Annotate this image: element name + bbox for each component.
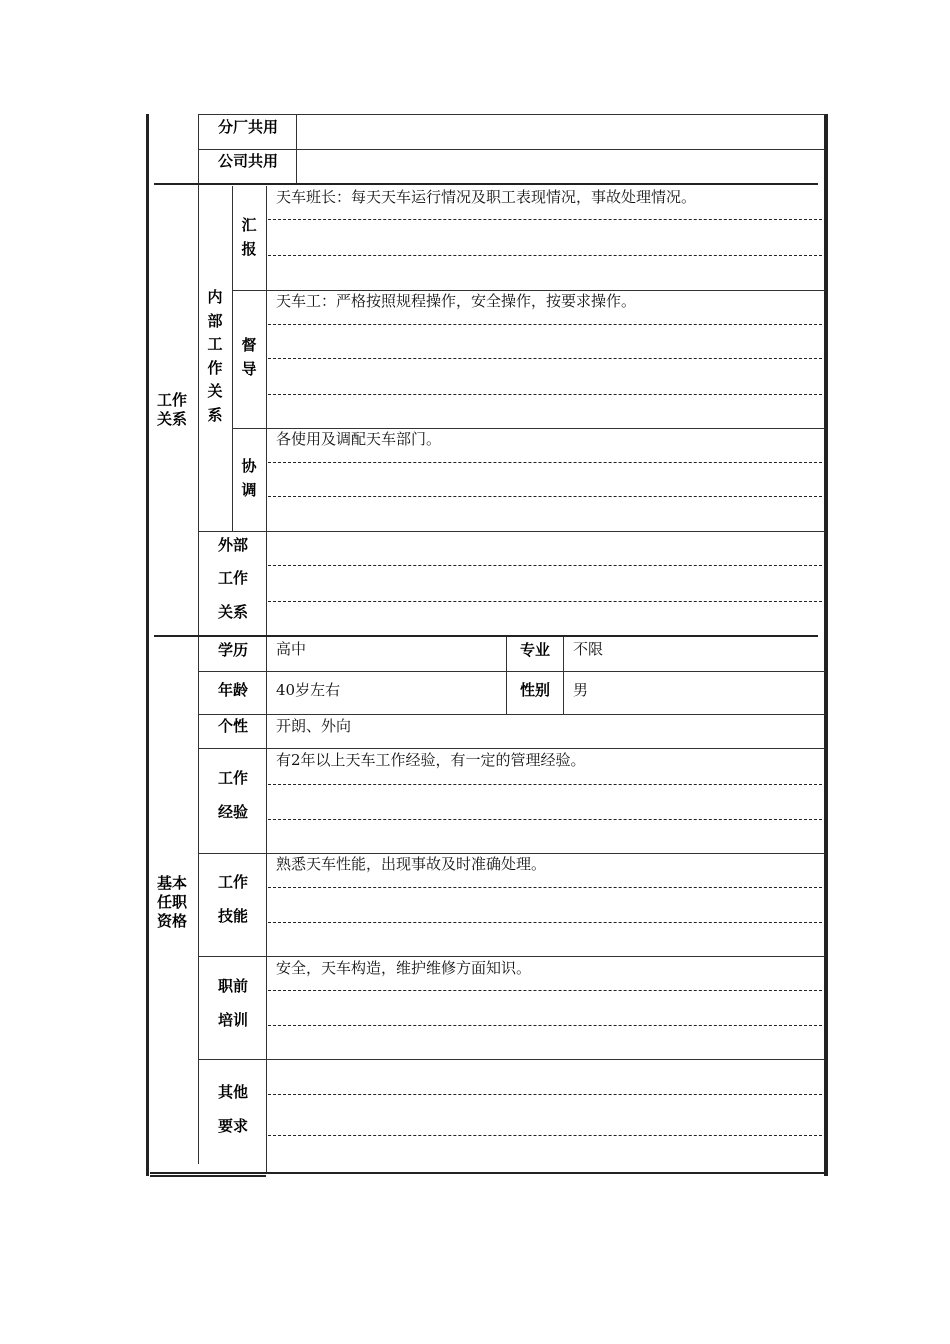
row-line [199, 714, 825, 715]
skills-text: 熟悉天车性能，出现事故及时准确处理。 [276, 855, 547, 873]
bottom-border [150, 1172, 827, 1174]
top-border [199, 114, 825, 115]
section-divider-2 [154, 635, 818, 637]
gender-label: 性别 [519, 681, 550, 699]
work-relations-section-label: 工作关系 [156, 391, 187, 428]
other-label-line1: 其他 [217, 1083, 248, 1101]
dashed-line [268, 219, 822, 220]
company-use-label: 公司共用 [217, 152, 278, 170]
qualifications-section-label: 基本任职资格 [156, 874, 187, 930]
experience-text: 有2年以上天车工作经验，有一定的管理经验。 [276, 751, 586, 769]
left-border [146, 114, 149, 1176]
skills-label-line2: 技能 [217, 907, 248, 925]
row-line [199, 149, 825, 150]
training-label-line2: 培训 [217, 1011, 248, 1029]
dashed-line [268, 819, 822, 820]
row-line [233, 290, 825, 291]
dashed-line [268, 1094, 822, 1095]
dashed-line [268, 922, 822, 923]
personality-value: 开朗、外向 [276, 717, 352, 735]
dashed-line [268, 324, 822, 325]
row-line [199, 531, 825, 532]
row-line [199, 671, 825, 672]
dashed-line [268, 1135, 822, 1136]
dashed-line [268, 565, 822, 566]
section-divider-1 [154, 183, 818, 185]
dashed-line [268, 462, 822, 463]
age-value: 40岁左右 [276, 681, 341, 699]
external-relations-label-line1: 外部 [217, 536, 248, 554]
external-relations-label-line3: 关系 [217, 603, 248, 621]
supervise-text: 天车工：严格按照规程操作，安全操作，按要求操作。 [276, 292, 637, 310]
row-line [199, 1059, 825, 1060]
personality-label: 个性 [217, 717, 248, 735]
dashed-line [268, 358, 822, 359]
column-divider-inner [232, 186, 233, 531]
age-label: 年龄 [217, 681, 248, 699]
training-text: 安全，天车构造，维护维修方面知识。 [276, 959, 532, 977]
dashed-line [268, 887, 822, 888]
row-line [199, 853, 825, 854]
bottom-shadow [150, 1175, 266, 1177]
row-line [199, 956, 825, 957]
report-label: 汇报 [241, 216, 257, 258]
column-divider-1 [198, 114, 199, 1164]
row-line [199, 748, 825, 749]
dashed-line [268, 255, 822, 256]
gender-value: 男 [573, 681, 589, 699]
education-value: 高中 [276, 640, 307, 658]
major-value: 不限 [573, 640, 604, 658]
experience-label-line2: 经验 [217, 803, 248, 821]
education-label: 学历 [217, 641, 248, 659]
other-label-line2: 要求 [217, 1117, 248, 1135]
dashed-line [268, 496, 822, 497]
coordinate-label: 协调 [241, 457, 257, 499]
external-relations-label-line2: 工作 [217, 569, 248, 587]
training-label-line1: 职前 [217, 977, 248, 995]
supervise-label: 督导 [241, 336, 257, 378]
report-text: 天车班长：每天天车运行情况及职工表现情况，事故处理情况。 [276, 188, 697, 206]
dashed-line [268, 784, 822, 785]
column-divider-value [563, 637, 564, 715]
column-divider-2 [266, 186, 267, 1172]
dashed-line [268, 1025, 822, 1026]
skills-label-line1: 工作 [217, 873, 248, 891]
dashed-line [268, 990, 822, 991]
dashed-line [268, 601, 822, 602]
row-line [233, 428, 825, 429]
dashed-line [268, 394, 822, 395]
right-border [824, 114, 828, 1176]
branch-use-label: 分厂共用 [217, 118, 278, 136]
coordinate-text: 各使用及调配天车部门。 [276, 430, 442, 448]
major-label: 专业 [519, 641, 550, 659]
experience-label-line1: 工作 [217, 769, 248, 787]
internal-relations-label: 内部工作关系 [207, 288, 223, 424]
